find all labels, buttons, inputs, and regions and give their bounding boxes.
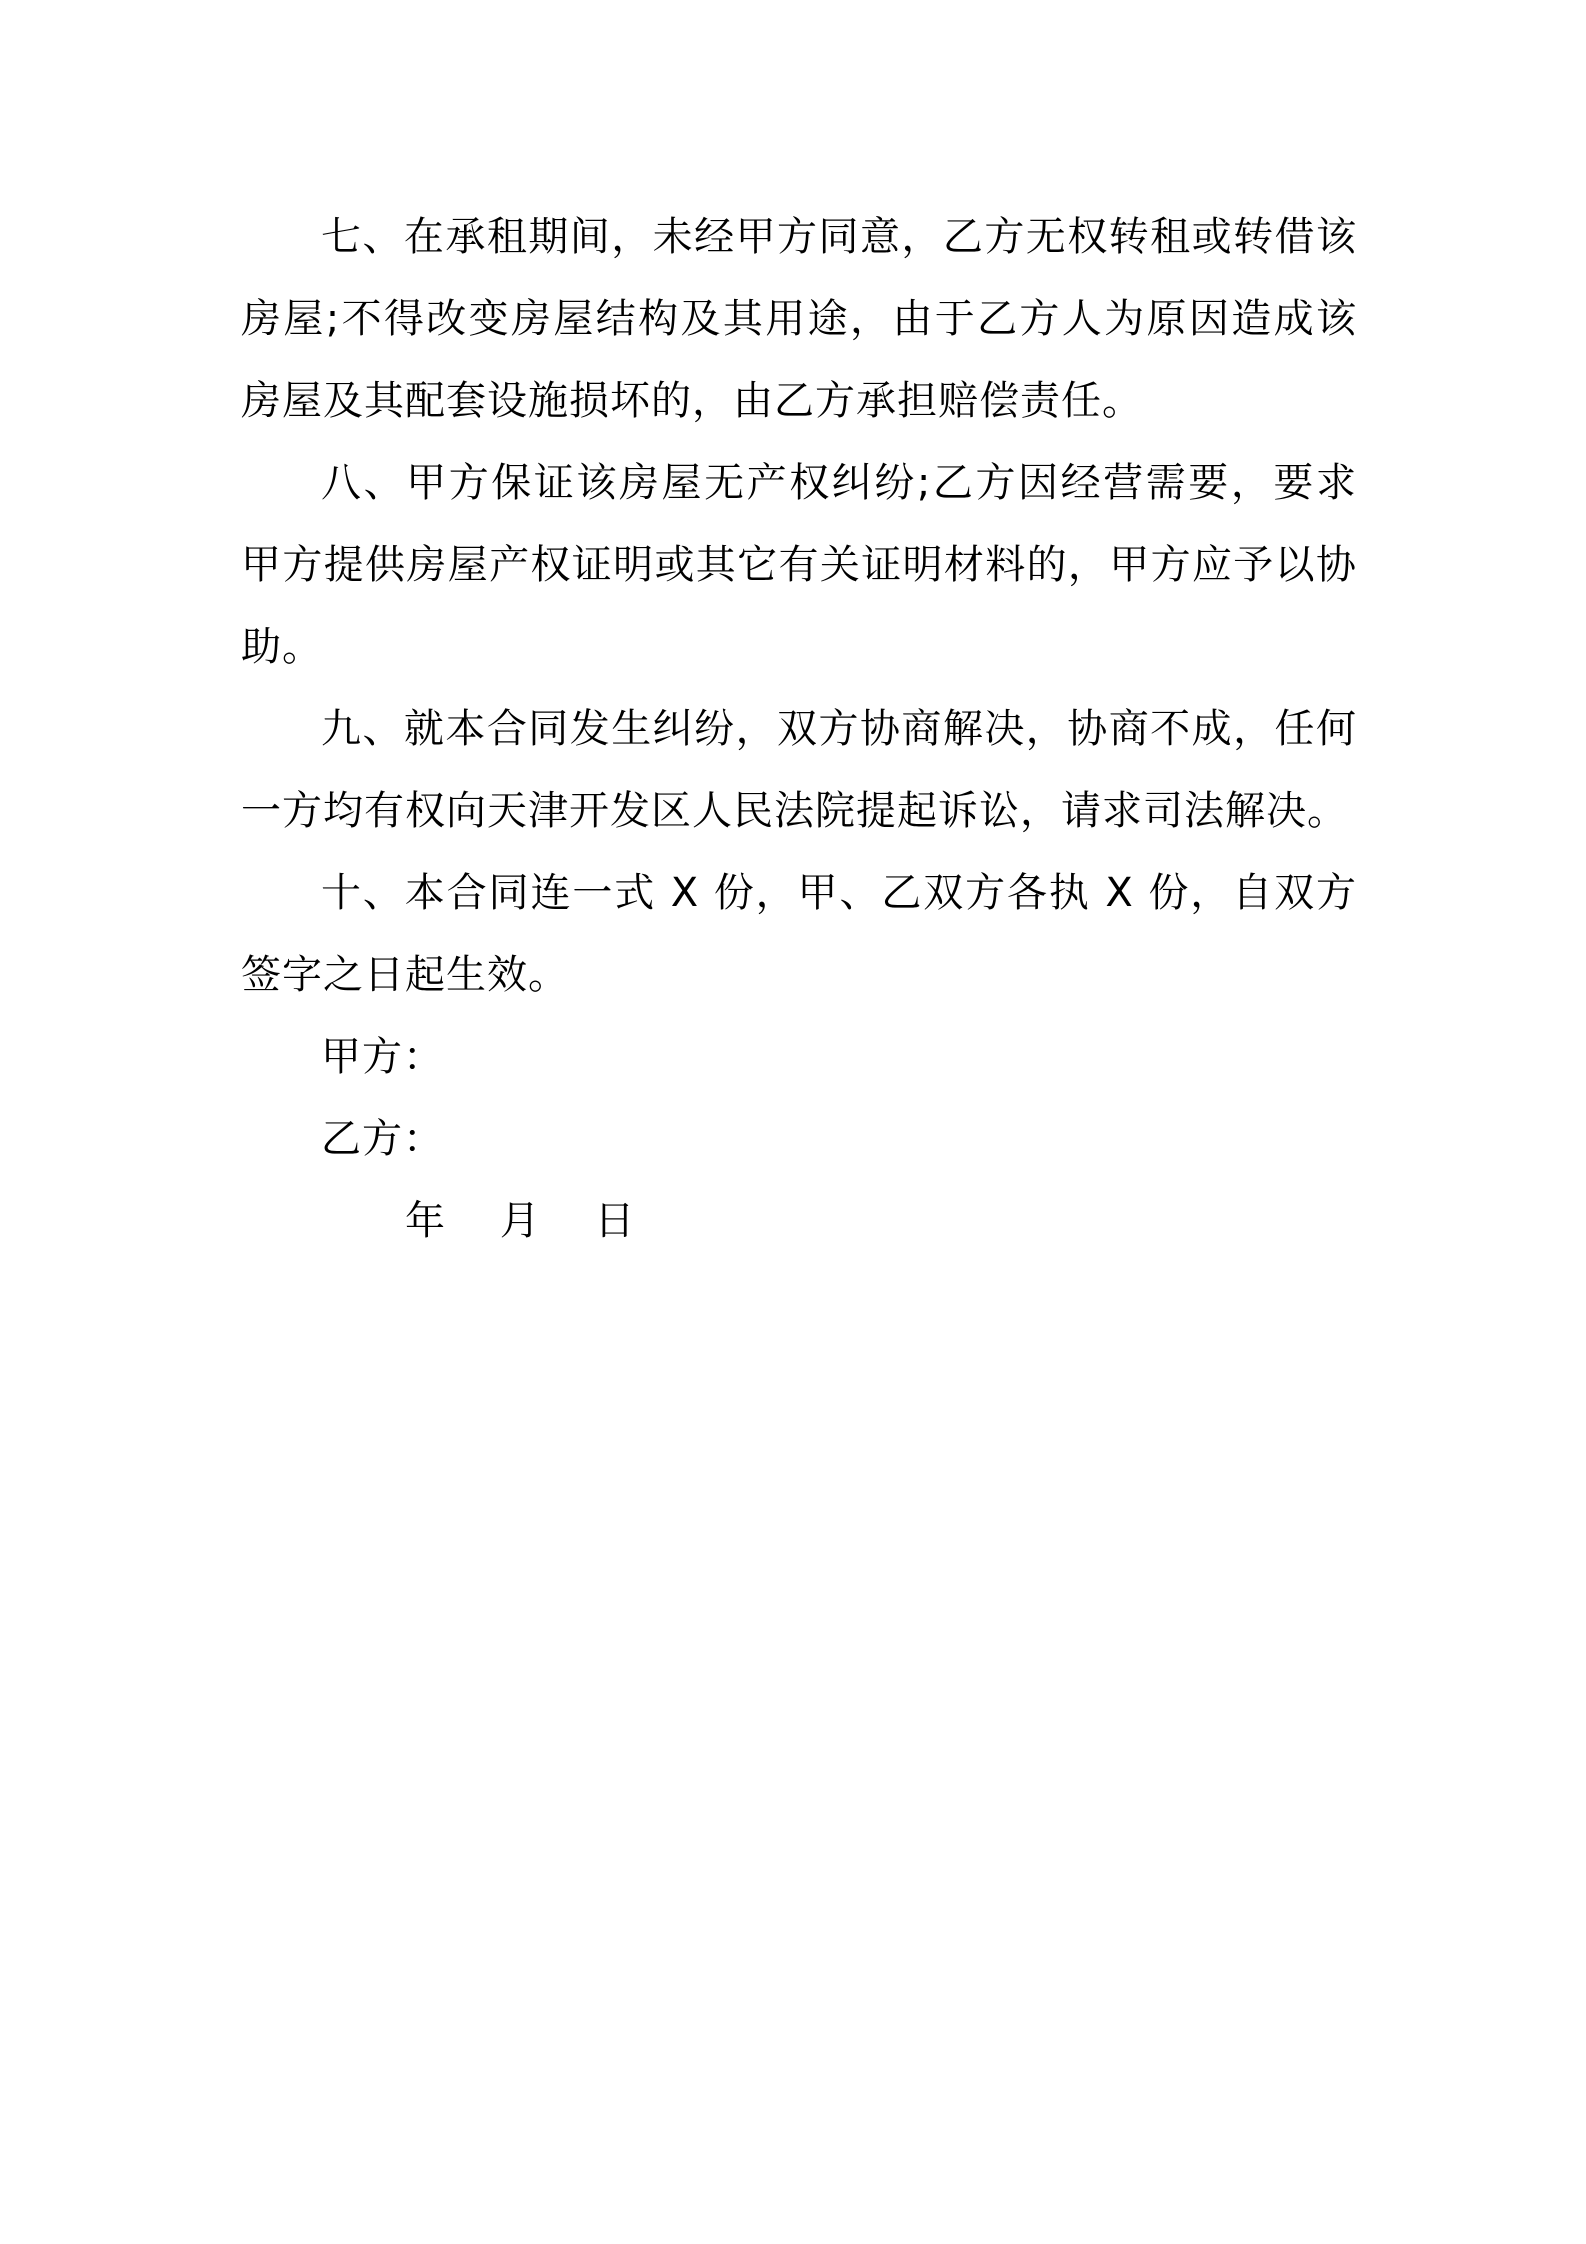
- date-month-label: 月: [499, 1198, 540, 1244]
- date-line: [241, 1180, 1357, 1262]
- clause-7: 七、在承租期间，未经甲方同意，乙方无权转租或转借该房屋;不得改变房屋结构及其用途，由于乙方人为原因造成该房屋及其配套设施损坏的，由乙方承担赔偿责任。: [241, 214, 1357, 424]
- clause-8: 八、甲方保证该房屋无产权纠纷;乙方因经营需要，要求甲方提供房屋产权证明或其它有关证明材料的，甲方应予以协助。: [241, 460, 1357, 670]
- party-a-signature-label: 甲方：: [321, 1034, 444, 1080]
- date-year-label: 年: [405, 1198, 445, 1244]
- date-day-label: 日: [594, 1198, 635, 1244]
- document-body: [241, 196, 1357, 1262]
- clause-9: 九、就本合同发生纠纷，双方协商解决，协商不成，任何一方均有权向天津开发区人民法院提起诉讼，请求司法解决。: [241, 706, 1357, 834]
- clause-10: 十、本合同连一式 X 份，甲、乙双方各执 X 份，自双方签字之日起生效。: [241, 870, 1357, 998]
- party-b-signature-label: 乙方：: [321, 1116, 444, 1162]
